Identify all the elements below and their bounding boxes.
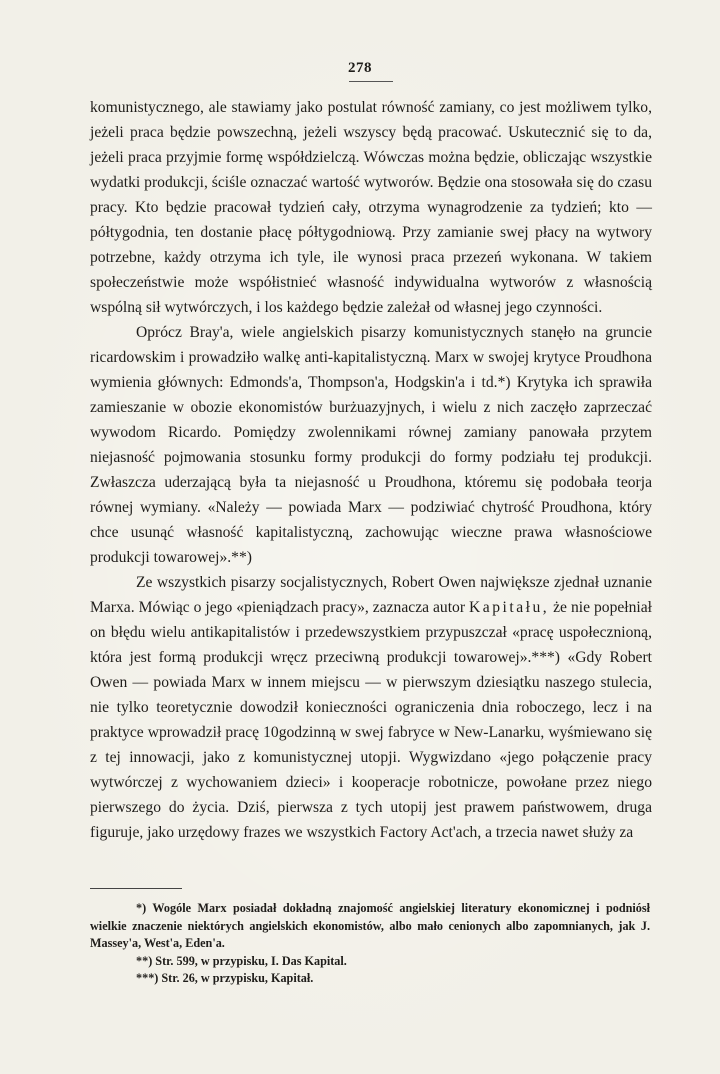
spaced-title-kapital: Kapitału, [469, 599, 550, 616]
paragraph-3-end: że nie popełniał on błędu wielu antikapitalistów i przedewszystkiem przypuszczał «pracę uspołecznioną, która jest formą produkcji wręcz przeciwną produkcji towarowej».***) «Gdy Robert Owen — powiada Marx w innem miejscu — w pierwszym dziesiątku naszego stulecia, nie tylko teoretycznie dowodził konieczności ograniczenia dnia roboczego, lecz i na praktyce wprowadził pracę 10godzinną w swej fabryce w New-Lanarku, wyśmiewano się z tej innowacji, jako z komunistycznej utopji. Wygwizdano «jego połączenie pracy wytwórczej z wychowaniem dzieci» i kooperacje robotnicze, powołane przez niego pierwszego do życia. Dziś, pierwsza z tych utopij jest prawem państwowem, druga figuruje, jako urzędowy frazes we wszystkich Factory Act'ach, a trzecia nawet służy za [90, 599, 653, 841]
paragraph-2: Oprócz Bray'a, wiele angielskich pisarzy komunistycznych stanęło na gruncie ricardowskim i prowadziło walkę anti-kapitalistyczną. Marx w swojej krytyce Proudhona wymienia głównych: Edmonds'a, Thompson'a, Hodgskin'a i td.*) Krytyka ich sprawiła zamieszanie w obozie ekonomistów burżuazyjnych, i wielu z nich zaczęło zaprzeczać wywodom Ricardo. Pomiędzy zwolennikami równej zamiany panowała przytem niejasność pojmowania stosunku formy produkcji do formy podziału tej produkcji. Zwłaszcza uderzającą była ta niejasność u Proudhona, któremu się podobała teorja równej wymiany. «Należy — powiada Marx — podziwiać chytrość Proudhona, który chce usunąć własność kapitalistyczną, zachowując wieczne prawa własnościowe produkcji towarowej».**) [90, 324, 652, 566]
page-number-underline [349, 81, 393, 82]
footnote-1: *) Wogóle Marx posiadał dokładną znajomość angielskiej literatury ekonomicznej i podniósł wielkie znaczenie niektórych angielskich ekonomistów, albo mało cenionych albo zapomnianych, jak J. Massey'a, West'a, Eden'a. [90, 901, 650, 950]
paragraph-3 [90, 570, 652, 845]
footnote-3: ***) Str. 26, w przypisku, Kapitał. [136, 971, 314, 985]
footnote-2: **) Str. 599, w przypisku, I. Das Kapital. [136, 953, 347, 968]
footnotes [90, 900, 650, 988]
footnote-divider [90, 888, 182, 889]
paragraph-3-start: Ze wszystkich pisarzy socjalistycznych, Robert Owen największe zjednał uznanie Marxa. Mówiąc o jego «pieniądzach pracy», zaznacza autor [90, 574, 652, 616]
main-text [90, 95, 652, 845]
page-number: 278 [348, 60, 372, 76]
paragraph-1: komunistycznego, ale stawiamy jako postulat równość zamiany, co jest możliwem tylko, jeżeli praca będzie powszechną, jeżeli wszyscy będą pracować. Uskutecznić się to da, jeżeli praca przyjmie formę współdzielczą. Wówczas można będzie, obliczając wszystkie wydatki produkcji, ściśle oznaczać wartość wytworów. Będzie ona stosowała się do czasu pracy. Kto będzie pracował tydzień cały, otrzyma wynagrodzenie za tydzień; kto — półtygodnia, ten dostanie płacę półtygodniową. Przy zamianie swej płacy na wytwory potrzebne, każdy otrzyma ich tyle, ile wynosi praca przezeń wykonana. W takiem społeczeństwie może współistnieć własność indywidualna wytworów z własnością wspólną sił wytwórczych, i los każdego będzie zależał od własnej jego czynności. [90, 99, 652, 316]
